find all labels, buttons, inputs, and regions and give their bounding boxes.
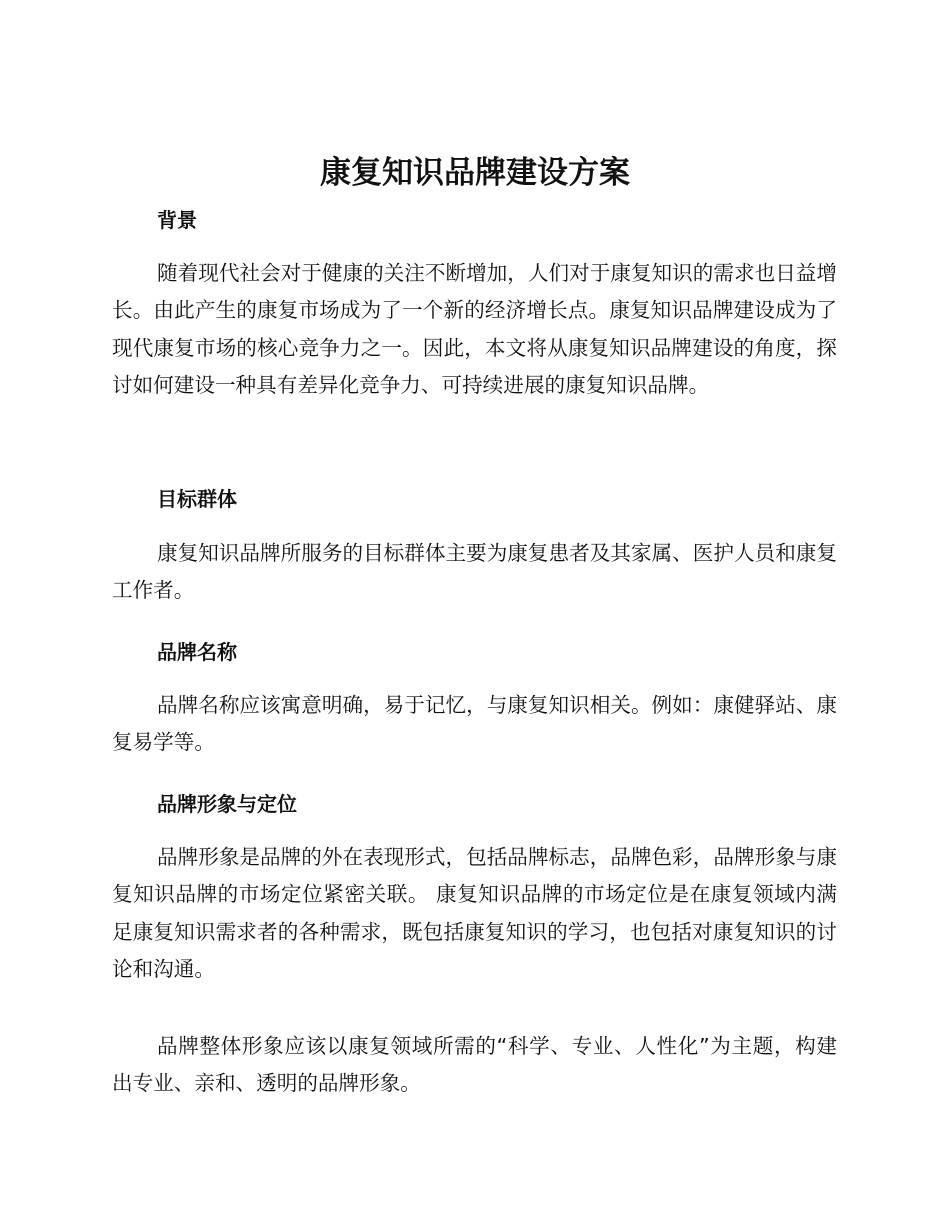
section-paragraph-brand-name: 品牌名称应该寓意明确，易于记忆，与康复知识相关。例如：康健驿站、康复易学等。 xyxy=(112,693,837,755)
section-paragraph-target-audience: 康复知识品牌所服务的目标群体主要为康复患者及其家属、医护人员和康复工作者。 xyxy=(112,541,837,603)
section-heading-brand-name: 品牌名称 xyxy=(157,640,237,664)
section-heading-brand-image: 品牌形象与定位 xyxy=(157,792,297,816)
section-heading-target-audience: 目标群体 xyxy=(157,487,237,511)
section-heading-background: 背景 xyxy=(157,208,197,232)
section-paragraph-brand-image-1: 品牌形象是品牌的外在表现形式，包括品牌标志，品牌色彩，品牌形象与康复知识品牌的市场定位紧密关联。 康复知识品牌的市场定位是在康复领域内满足康复知识需求者的各种需求，既包括康复知识的学习，也包括对康复知识的讨论和沟通。 xyxy=(112,845,837,982)
section-paragraph-brand-image-2: 品牌整体形象应该以康复领域所需的“科学、专业、人性化”为主题，构建出专业、亲和、透明的品牌形象。 xyxy=(112,1034,837,1096)
section-paragraph-background: 随着现代社会对于健康的关注不断增加，人们对于康复知识的需求也日益增长。由此产生的康复市场成为了一个新的经济增长点。康复知识品牌建设成为了现代康复市场的核心竞争力之一。因此，本文将从康复知识品牌建设的角度，探讨如何建设一种具有差异化竞争力、可持续进展的康复知识品牌。 xyxy=(112,261,837,398)
document-title: 康复知识品牌建设方案 xyxy=(320,155,630,191)
